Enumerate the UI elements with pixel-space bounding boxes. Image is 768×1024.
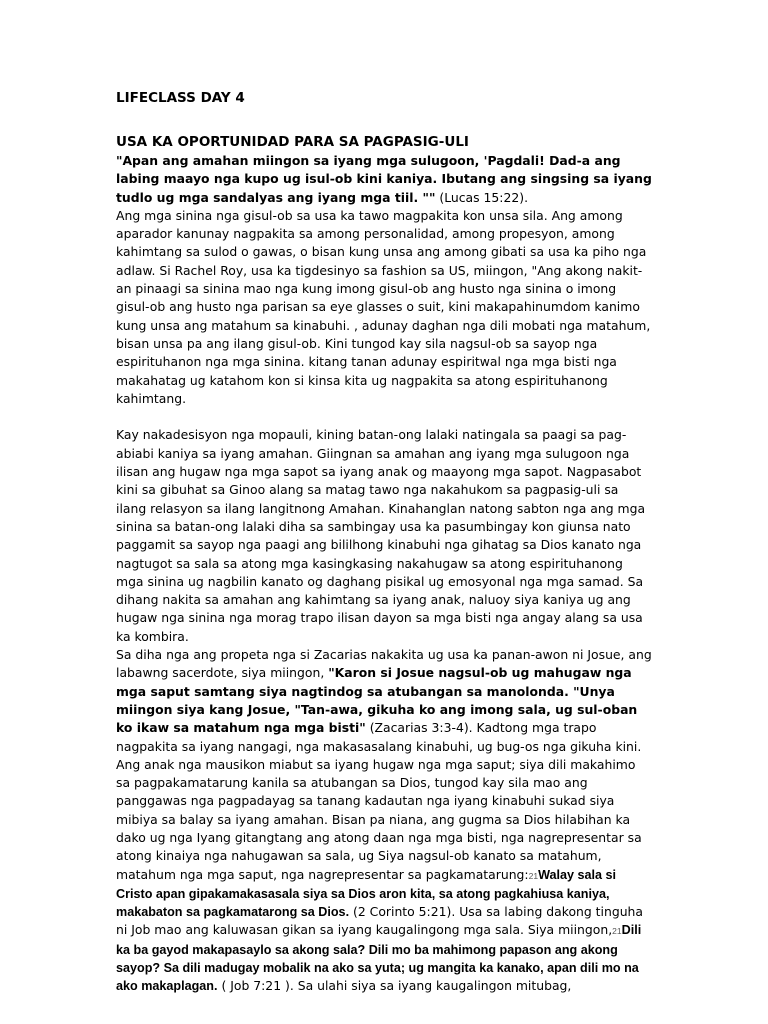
paragraph-4-text: Ang anak nga mausikon miabut sa iyang hugaw nga mga saput; siya dili makahimo sa pagpakamatarung kanila sa atubangan sa Dios, tungod kay sila mao ang panggawas nga pagpadayag sa tanang kadautan nga iyang kinabuhi sukad siya mibiya sa balay sa iyang amahan. Bisan pa niana, ang gugma sa Dios hilabihan ka dako ug nga Iyang gitangtang ang atong daan nga mga bisti, nga nagrepresentar sa atong kinaiya nga nahugawan sa sala, ug Siya nagsul-ob kanato sa matahum, matahum nga mga saput, nga nagrepresentar sa pagkamatarung: <box>116 756 642 882</box>
paragraph-3 <box>116 646 652 756</box>
job-quote: Dili ka ba gayod makapasaylo sa akong sala? Dili mo ba mahimong papason ang akong sayop? Sa dili madugay mobalik na ako sa yuta; ug mangita ka kanako, apan dili mo na ako makaplagan. <box>116 923 642 994</box>
verse-number: 21 <box>528 870 539 881</box>
job-reference: ( Job 7:21 ). Sa ulahi siya sa iyang kaugalingon mitubag, <box>217 978 572 994</box>
paragraph-spacer <box>116 408 652 426</box>
document-title: LIFECLASS DAY 4 <box>116 90 245 106</box>
paragraph-1-body: Ang mga sinina nga gisul-ob sa usa ka tawo magpakita kon unsa sila. Ang among aparador kanunay nagpakita sa among personalidad, among propesyon, among kahimtang sa sulod o gawas, o bisan kung unsa ang among gibati sa usa ka piho nga adlaw. Si Rachel Roy, usa ka tigdesinyo sa fashion sa US, miingon, "Ang akong nakit-an pinaagi sa sinina mao nga kung imong gisul-ob ang husto nga sinina o imong gisul-ob ang husto nga parisan sa eye glasses o suit, kini makapahinumdom kanimo kung unsa ang matahum sa kinabuhi. , adunay daghan nga dili mobati nga matahum, bisan unsa pa ang ilang gisul-ob. Kini tungod kay sila nagsul-ob sa sayop nga espirituhanon nga mga sinina. kitang tanan adunay espiritwal nga mga bisti nga makahatag ug katahom kon si kinsa kita ug nagpakita sa atong espirituhanong kahimtang. <box>116 207 651 406</box>
document-page <box>116 88 652 996</box>
zacarias-quote: "Karon si Josue nagsul-ob ug mahugaw nga mga saput samtang siya nagtindog sa atubangan sa manolonda. "Unya miingon siya kang Josue, "Tan-awa, gikuha ko ang imong sala, ug sul-oban ko ikaw sa matahum nga mga bisti" <box>116 665 638 736</box>
verse-number: 21 <box>612 926 622 937</box>
paragraph-1 <box>116 152 652 207</box>
lucas-quote: "Apan ang amahan miingon sa iyang mga sulugoon, 'Pagdali! Dad-a ang labing maayo nga kupo ug isul-ob kini kaniya. Ibutang ang singsing sa iyang tudlo ug mga sandalyas ang iyang mga tiil. "" <box>116 153 652 205</box>
paragraph-4 <box>116 756 652 996</box>
section-title: USA KA OPORTUNIDAD PARA SA PAGPASIG-ULI <box>116 134 469 150</box>
corinto-quote: Walay sala si Cristo apan gipakamakasasala siya sa Dios aron kita, sa atong pagkahiusa kaniya, makabaton sa pagkamatarong sa Dios. <box>116 867 617 920</box>
zacarias-rest: (Zacarias 3:3-4). Kadtong mga trapo nagpakita sa iyang nangagi, nga makasasalang kinabuhi, ug bug-os nga gikuha kini. <box>116 720 642 754</box>
lucas-reference: (Lucas 15:22). <box>435 189 529 205</box>
zacarias-intro: Sa diha nga ang propeta nga si Zacarias nakakita ug usa ka panan-awon ni Josue, ang labawng sacerdote, siya miingon, <box>116 647 652 681</box>
corinto-reference: (2 Corinto 5:21). Usa sa labing dakong tinguha ni Job mao ang kaluwasan gikan sa iyang kaugalingong mga sala. Siya miingon, <box>116 904 643 938</box>
paragraph-2: Kay nakadesisyon nga mopauli, kining batan-ong lalaki natingala sa paagi sa pag-abiabi kaniya sa iyang amahan. Giingnan sa amahan ang iyang mga sulugoon nga ilisan ang hugaw nga mga sapot sa iyang anak og maayong mga sapot. Nagpasabot kini sa gibuhat sa Ginoo alang sa matag tawo nga nakahukom sa pagpasig-uli sa ilang relasyon sa ilang langitnong Amahan. Kinahanglan natong sabton nga ang mga sinina sa batan-ong lalaki diha sa sambingay usa ka pasumbingay kon giunsa nato paggamit sa sayop nga paagi ang bililhong kinabuhi nga gihatag sa Dios kanato nga nagtugot sa sala sa atong mga kasingkasing nakahugaw sa atong espirituhanong mga sinina ug nagbilin kanato og daghang pisikal ug emosyonal nga mga samad. Sa dihang nakita sa amahan ang kahimtang sa iyang anak, naluoy siya kaniya ug ang hugaw nga sinina nga morag trapo ilisan dayon sa mga bisti nga angay alang sa usa ka kombira. <box>116 427 646 644</box>
